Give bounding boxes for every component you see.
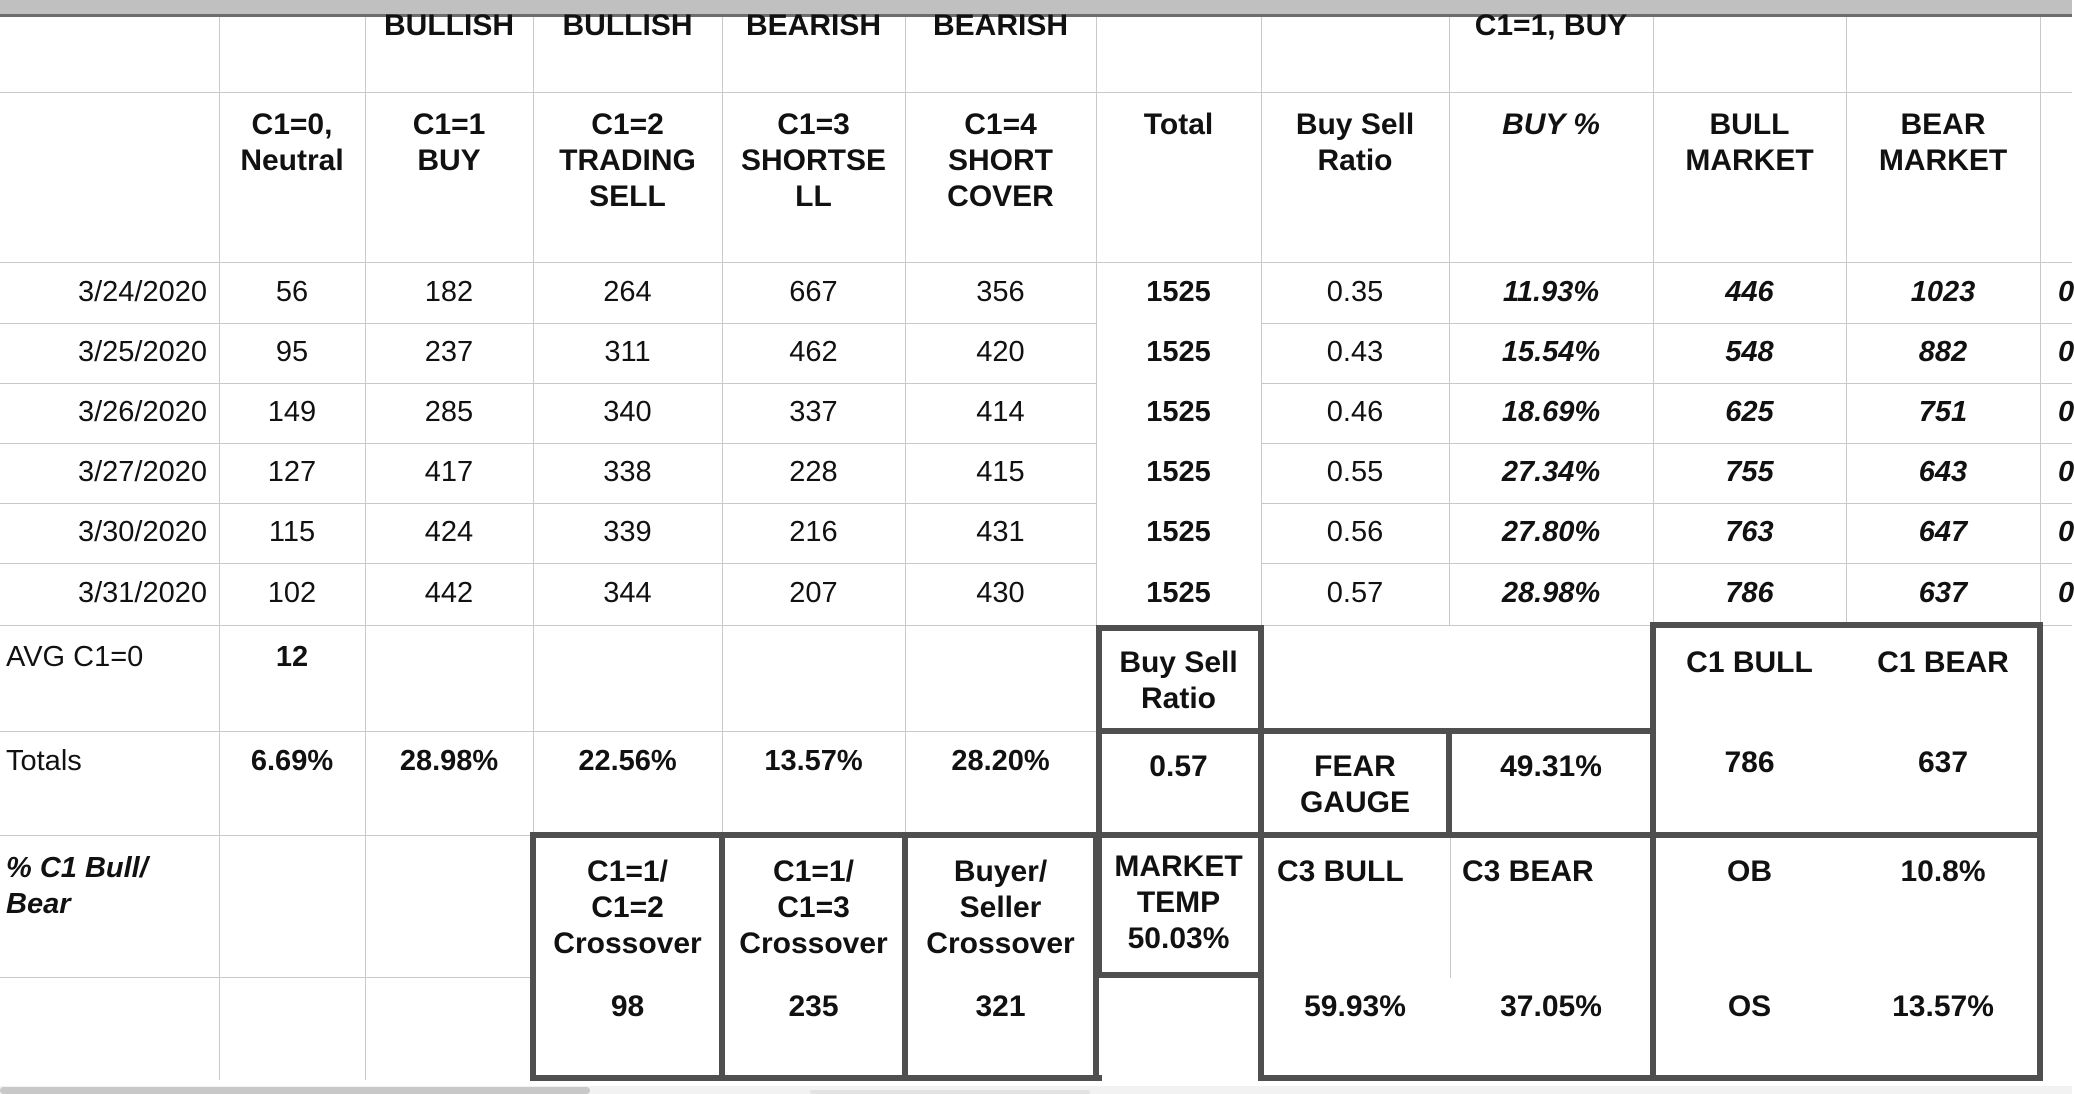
os-label[interactable]: OS [1727, 990, 1772, 1023]
row-c3[interactable]: 228 [789, 456, 838, 488]
row-buy-pct[interactable]: 28.98% [1501, 577, 1601, 609]
row-extra[interactable]: 0 [2058, 456, 2074, 488]
header-bullish-2: BULLISH [562, 9, 693, 42]
row-c0[interactable]: 149 [267, 396, 317, 428]
header-bearish-1: BEARISH [745, 9, 881, 42]
avg-value[interactable]: 12 [275, 641, 309, 673]
row-c4[interactable]: 431 [976, 516, 1025, 548]
c1-bear-label[interactable]: C1 BEAR [1877, 646, 2009, 679]
row-c0[interactable]: 56 [275, 276, 309, 308]
row-bear[interactable]: 637 [1918, 577, 1968, 609]
col-header-bear: BEAR MARKET [1878, 108, 2008, 177]
row-c0[interactable]: 95 [275, 336, 309, 368]
header-bearish-2: BEARISH [932, 9, 1068, 42]
header-buy: C1=1, BUY [1474, 9, 1628, 42]
row-c3[interactable]: 337 [789, 396, 838, 428]
crossover-1-value[interactable]: 98 [610, 990, 645, 1023]
col-header-total: Total [1143, 108, 1214, 141]
row-extra[interactable]: 0 [2058, 516, 2074, 548]
row-bear[interactable]: 882 [1918, 336, 1968, 368]
row-c2[interactable]: 338 [603, 456, 652, 488]
fear-gauge-label[interactable]: FEAR GAUGE [1299, 750, 1410, 819]
col-header-c2: C1=2 TRADING SELL [559, 108, 696, 213]
row-total[interactable]: 1525 [1146, 396, 1211, 428]
fear-gauge-value[interactable]: 49.31% [1500, 750, 1602, 783]
row-c2[interactable]: 311 [604, 336, 651, 368]
row-c4[interactable]: 356 [976, 276, 1025, 308]
row-c2[interactable]: 344 [603, 577, 652, 609]
totals-c4[interactable]: 28.20% [951, 745, 1050, 777]
header-bullish-1: BULLISH [384, 9, 514, 42]
row-c1[interactable]: 424 [424, 516, 474, 548]
row-c4[interactable]: 420 [976, 336, 1025, 368]
totals-c2[interactable]: 22.56% [578, 745, 677, 777]
row-c2[interactable]: 339 [603, 516, 652, 548]
os-value[interactable]: 13.57% [1892, 990, 1994, 1023]
totals-label[interactable]: Totals [6, 745, 82, 777]
scrollbar-indicator [810, 1090, 1090, 1094]
totals-c1[interactable]: 28.98% [399, 745, 499, 777]
row-c1[interactable]: 182 [424, 276, 474, 308]
row-c3[interactable]: 462 [789, 336, 838, 368]
row-c4[interactable]: 415 [976, 456, 1025, 488]
c3-bull-label[interactable]: C3 BULL [1277, 855, 1404, 888]
col-header-c4: C1=4 SHORT COVER [947, 108, 1054, 213]
row-ratio[interactable]: 0.35 [1326, 276, 1384, 308]
row-extra[interactable]: 0 [2058, 276, 2074, 308]
crossover-2-value[interactable]: 235 [788, 990, 839, 1023]
row-c4[interactable]: 430 [976, 577, 1025, 609]
avg-label[interactable]: AVG C1=0 [6, 641, 144, 673]
row-c0[interactable]: 115 [268, 516, 316, 548]
row-bear[interactable]: 1023 [1910, 276, 1976, 308]
row-c3[interactable]: 667 [789, 276, 838, 308]
buy-sell-ratio-label[interactable]: Buy Sell Ratio [1119, 646, 1238, 715]
row-c1[interactable]: 237 [424, 336, 474, 368]
row-bear[interactable]: 643 [1918, 456, 1968, 488]
row-date[interactable]: 3/25/2020 [77, 336, 207, 368]
row-bear[interactable]: 751 [1918, 396, 1968, 428]
row-c1[interactable]: 417 [424, 456, 474, 488]
totals-bear[interactable]: 637 [1917, 746, 1969, 779]
row-buy-pct[interactable]: 27.80% [1501, 516, 1601, 548]
row-bull[interactable]: 446 [1725, 276, 1774, 308]
row-c1[interactable]: 442 [424, 577, 474, 609]
totals-ratio[interactable]: 0.57 [1149, 750, 1208, 783]
c3-bear-label[interactable]: C3 BEAR [1462, 855, 1594, 888]
row-c2[interactable]: 264 [603, 276, 652, 308]
col-header-bull: BULL MARKET [1685, 108, 1814, 177]
row-bull[interactable]: 625 [1725, 396, 1774, 428]
row-extra[interactable]: 0 [2058, 396, 2074, 428]
row-bull[interactable]: 755 [1725, 456, 1774, 488]
col-header-c3: C1=3 SHORTSE LL [740, 108, 887, 213]
row-total[interactable]: 1525 [1146, 336, 1211, 368]
scrollbar-thumb[interactable] [0, 1087, 590, 1094]
row-c1[interactable]: 285 [424, 396, 474, 428]
crossover-1-label[interactable]: C1=1/ C1=2 Crossover [553, 855, 702, 960]
row-c2[interactable]: 340 [603, 396, 652, 428]
totals-c0[interactable]: 6.69% [250, 745, 334, 777]
col-header-c0: C1=0, Neutral [240, 108, 344, 177]
row-ratio[interactable]: 0.55 [1326, 456, 1384, 488]
row-bear[interactable]: 647 [1918, 516, 1968, 548]
col-header-buy-pct: BUY % [1502, 108, 1600, 141]
crossover-3-value[interactable]: 321 [975, 990, 1026, 1023]
market-temp[interactable]: MARKET TEMP 50.03% [1114, 850, 1243, 955]
ob-value[interactable]: 10.8% [1900, 855, 1986, 888]
row-total[interactable]: 1525 [1146, 456, 1211, 488]
row-total[interactable]: 1525 [1146, 276, 1211, 308]
row-buy-pct[interactable]: 18.69% [1501, 396, 1601, 428]
row-date[interactable]: 3/26/2020 [77, 396, 207, 428]
c3-bear-value[interactable]: 37.05% [1500, 990, 1602, 1023]
row-total[interactable]: 1525 [1146, 577, 1211, 609]
totals-c3[interactable]: 13.57% [764, 745, 863, 777]
row-extra[interactable]: 0 [2058, 577, 2074, 609]
row-c0[interactable]: 127 [267, 456, 317, 488]
row-date[interactable]: 3/31/2020 [77, 577, 207, 609]
row-c4[interactable]: 414 [976, 396, 1025, 428]
row-ratio[interactable]: 0.57 [1326, 577, 1384, 609]
c1-bull-label[interactable]: C1 BULL [1686, 646, 1813, 679]
ob-label[interactable]: OB [1727, 855, 1772, 888]
crossover-2-label[interactable]: C1=1/ C1=3 Crossover [739, 855, 888, 960]
row-bull[interactable]: 548 [1725, 336, 1774, 368]
row-date[interactable]: 3/27/2020 [77, 456, 207, 488]
row-c0[interactable]: 102 [267, 577, 317, 609]
row-ratio[interactable]: 0.43 [1326, 336, 1384, 368]
c3-bull-value[interactable]: 59.93% [1304, 990, 1406, 1023]
row-date[interactable]: 3/30/2020 [77, 516, 207, 548]
row-extra[interactable]: 0 [2058, 336, 2074, 368]
row-bull[interactable]: 763 [1725, 516, 1774, 548]
row-buy-pct[interactable]: 11.93% [1502, 276, 1600, 308]
row-total[interactable]: 1525 [1146, 516, 1211, 548]
crossover-3-label[interactable]: Buyer/ Seller Crossover [926, 855, 1075, 960]
col-header-c1: C1=1 BUY [412, 108, 486, 177]
row-ratio[interactable]: 0.46 [1326, 396, 1384, 428]
row-bull[interactable]: 786 [1725, 577, 1774, 609]
row-c3[interactable]: 216 [789, 516, 838, 548]
row-buy-pct[interactable]: 27.34% [1501, 456, 1601, 488]
row-ratio[interactable]: 0.56 [1326, 516, 1384, 548]
row-buy-pct[interactable]: 15.54% [1501, 336, 1601, 368]
row-date[interactable]: 3/24/2020 [77, 276, 207, 308]
col-header-ratio: Buy Sell Ratio [1295, 108, 1415, 177]
pct-bull-bear-label[interactable]: % C1 Bull/ Bear [6, 852, 148, 920]
totals-bull[interactable]: 786 [1724, 746, 1775, 779]
row-c3[interactable]: 207 [789, 577, 838, 609]
